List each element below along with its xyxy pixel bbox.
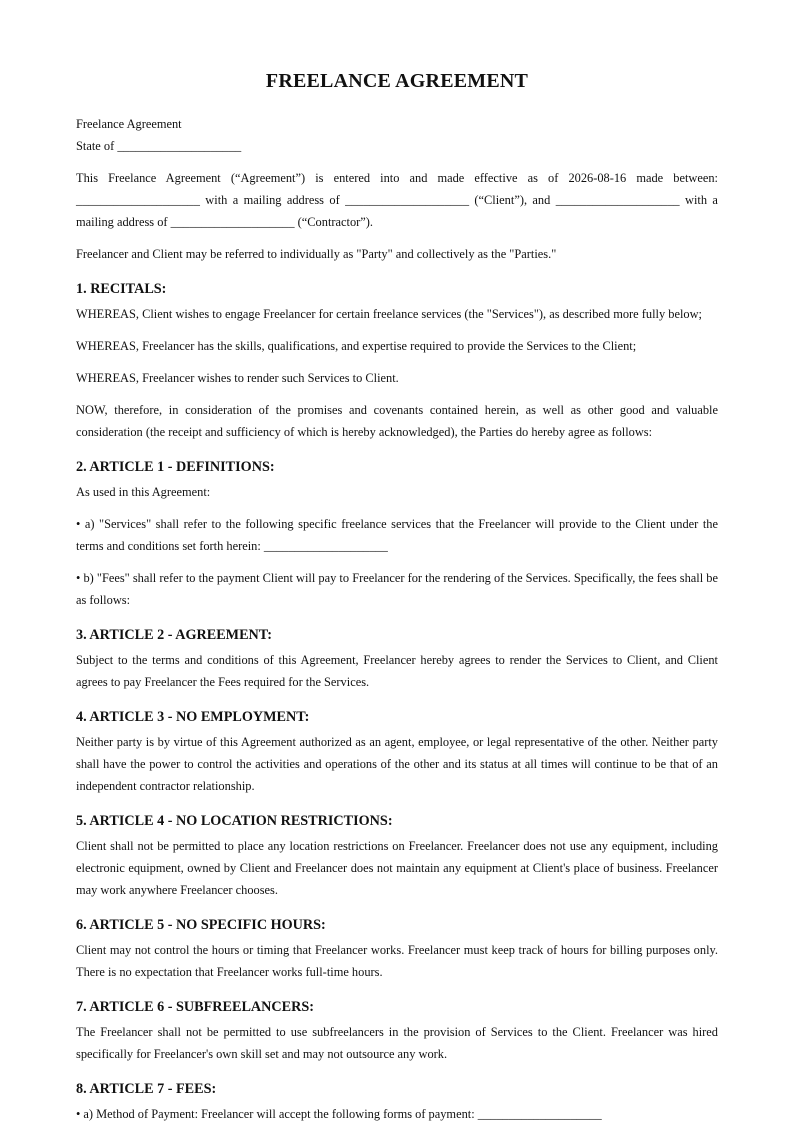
document-page: [76, 70, 718, 1125]
intro-text: with a mailing address of: [205, 193, 340, 207]
contractor-name-blank: ____________________: [555, 193, 680, 207]
no-employment-paragraph: Neither party is by virtue of this Agreement authorized as an agent, employee, or legal representative of the other. Neither party shall have the power to control the activities and operations of the other and its status at all times will continue to be that of an independent contractor relationship.: [76, 735, 718, 793]
recitals-paragraph: WHEREAS, Client wishes to engage Freelancer for certain freelance services (the "Services"), as described more fully below;: [76, 307, 702, 321]
payment-forms-blank: ____________________: [477, 1107, 602, 1121]
subfreelancers-paragraph: The Freelancer shall not be permitted to use subfreelancers in the provision of Services to the Client. Freelancer was hired specifically for Freelancer's own skill set and may not outsource any work.: [76, 1025, 718, 1061]
recitals-paragraph: WHEREAS, Freelancer has the skills, qualifications, and expertise required to provide the Services to the Client;: [76, 339, 637, 353]
section-heading-subfreelancers: 7. ARTICLE 6 - SUBFREELANCERS:: [76, 999, 314, 1015]
section-heading-no-employment: 4. ARTICLE 3 - NO EMPLOYMENT:: [76, 709, 310, 725]
services-blank: ____________________: [263, 539, 388, 553]
section-heading-recitals: 1. RECITALS:: [76, 281, 167, 297]
recitals-paragraph: NOW, therefore, in consideration of the promises and covenants contained herein, as well as other good and valuable consideration (the receipt and sufficiency of which is hereby acknowledged), the Parties do hereby agree as follows:: [76, 403, 718, 439]
state-label: State of: [76, 139, 115, 153]
parties-paragraph: Freelancer and Client may be referred to individually as "Party" and collectively as the "Parties.": [76, 247, 557, 261]
agreement-paragraph: Subject to the terms and conditions of this Agreement, Freelancer hereby agrees to render the Services to Client, and Client agrees to pay Freelancer the Fees required for the Services.: [76, 653, 718, 689]
section-heading-no-location: 5. ARTICLE 4 - NO LOCATION RESTRICTIONS:: [76, 813, 393, 829]
definitions-item-a-text: • a) "Services" shall refer to the following specific freelance services that the Freelancer will provide to the Client under the terms and conditions set forth herein:: [76, 517, 718, 553]
intro-text: This Freelance Agreement (“Agreement”) is entered into and made effective as of 2026-08-16 made between:: [76, 171, 718, 185]
client-name-blank: ____________________: [76, 193, 200, 207]
no-location-paragraph: Client shall not be permitted to place any location restrictions on Freelancer. Freelancer does not use any equipment, including electronic equipment, owned by Client and Freelancer does not maintain any equipment at Client's place of business. Freelancer may work anywhere Freelancer chooses.: [76, 839, 718, 897]
fees-item-a-text: • a) Method of Payment: Freelancer will accept the following forms of payment:: [76, 1107, 475, 1121]
intro-text: (“Contractor”).: [297, 215, 374, 229]
intro-text: with a mailing address of: [76, 193, 718, 229]
document-title: FREELANCE AGREEMENT: [265, 70, 529, 92]
intro-text: (“Client”), and: [474, 193, 551, 207]
fees-item-a: [76, 1103, 718, 1125]
state-blank: ____________________: [117, 139, 242, 153]
document-name: Freelance Agreement: [76, 117, 182, 131]
definitions-item-b: • b) "Fees" shall refer to the payment Client will pay to Freelancer for the rendering of the Services. Specifically, the fees shall be as follows:: [76, 571, 718, 607]
contractor-address-blank: ____________________: [170, 215, 295, 229]
client-address-blank: ____________________: [345, 193, 470, 207]
section-heading-fees: 8. ARTICLE 7 - FEES:: [76, 1081, 217, 1097]
section-heading-no-hours: 6. ARTICLE 5 - NO SPECIFIC HOURS:: [76, 917, 326, 933]
recitals-paragraph: WHEREAS, Freelancer wishes to render such Services to Client.: [76, 371, 399, 385]
state-line: [76, 135, 718, 157]
section-heading-agreement: 3. ARTICLE 2 - AGREEMENT:: [76, 627, 272, 643]
definitions-paragraph: As used in this Agreement:: [76, 485, 211, 499]
section-heading-definitions: 2. ARTICLE 1 - DEFINITIONS:: [76, 459, 275, 475]
definitions-item-a: [76, 513, 718, 557]
no-hours-paragraph: Client may not control the hours or timing that Freelancer works. Freelancer must keep track of hours for billing purposes only. There is no expectation that Freelancer works full-time hours.: [76, 943, 718, 979]
intro-paragraph: [76, 167, 718, 233]
